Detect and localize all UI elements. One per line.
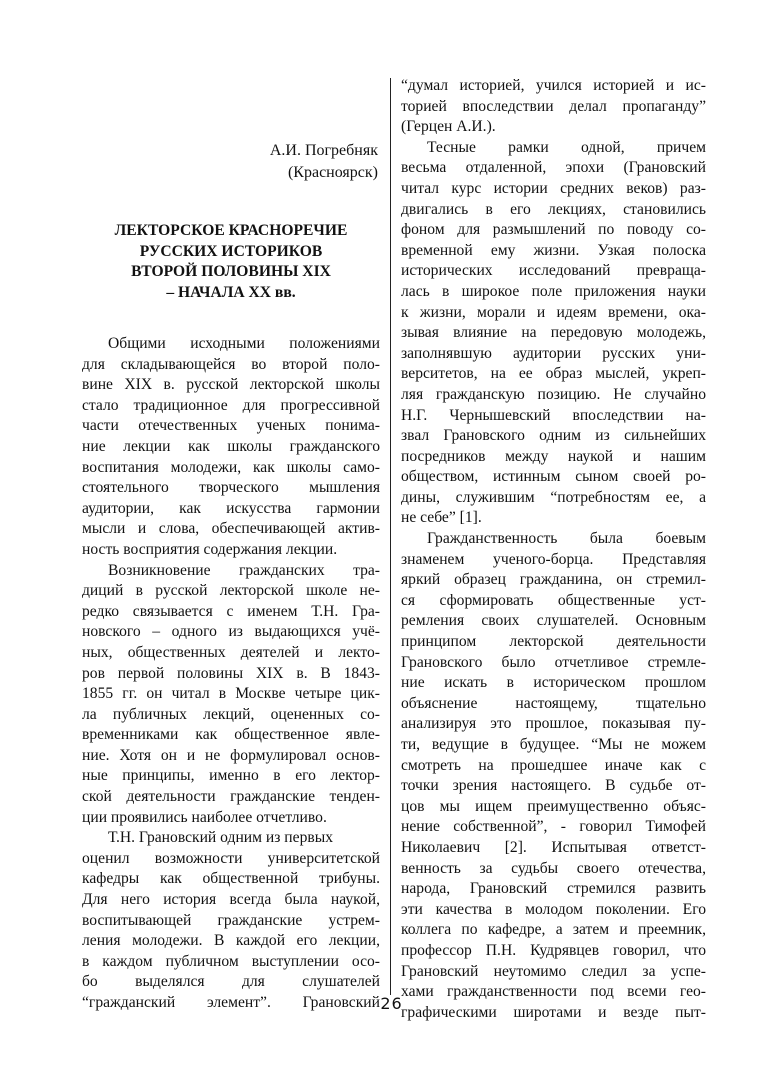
text-line: временниками как общественное явле-: [82, 726, 380, 744]
text-line: эти качества в молодом поколении. Его: [401, 900, 706, 918]
text-line: Н.Г. Чернышевский впоследствии на-: [401, 406, 706, 424]
title-line: РУССКИХ ИСТОРИКОВ: [139, 242, 323, 260]
text-line: 1855 гг. он читал в Москве четыре цик-: [82, 685, 380, 703]
text-line: бо выделялся для слушателей: [82, 973, 380, 991]
text-line: народа, Грановский стремился развить: [401, 880, 706, 898]
text-line: ные принципы, именно в его лектор-: [82, 767, 380, 785]
text-line: лась в широкое поле приложения науки: [401, 282, 706, 300]
text-line: Общими исходными положениями: [108, 335, 380, 352]
text-line: знаменем ученого-борца. Представляя: [401, 550, 706, 568]
text-line: торией впоследствии делал пропаганду”: [401, 97, 706, 115]
text-line: не себе” [1].: [401, 509, 482, 527]
text-line: Возникновение гражданских тра-: [108, 561, 380, 579]
text-line: ции проявились наиболее отчетливо.: [82, 808, 327, 826]
text-line: Гражданственность была боевым: [427, 530, 706, 548]
text-line: ления молодежи. В каждой его лекции,: [82, 932, 380, 950]
text-line: обществом, истинным сыном своей ро-: [401, 468, 706, 486]
text-line: графическими широтами и везде пыт-: [401, 1003, 706, 1021]
text-line: точки зрения настоящего. В судьбе от-: [401, 777, 706, 795]
text-line: нение собственной”, - говорил Тимофей: [401, 818, 706, 836]
text-line: заполнявшую аудитории русских уни-: [401, 344, 706, 362]
text-line: ремления своих слушателей. Основным: [401, 612, 706, 630]
text-line: (Герцен А.И.).: [401, 118, 496, 136]
text-line: фоном для размышлений по поводу со-: [401, 221, 706, 239]
text-line: кафедры как общественной трибуны.: [82, 870, 380, 888]
text-line: воспитания молодежи, как школы само-: [82, 458, 380, 476]
text-line: воспитывающей гражданские устрем-: [82, 911, 380, 929]
text-line: яркий образец гражданина, он стремил-: [401, 571, 706, 589]
text-line: весьма отдаленной, эпохи (Грановский: [401, 159, 706, 177]
text-line: диций в русской лекторской школе не-: [82, 582, 380, 600]
right-column-text: [401, 76, 706, 1023]
text-line: “гражданский элемент”. Грановский: [82, 994, 380, 1011]
text-line: читал курс истории средних веков) раз-: [401, 179, 706, 197]
text-line: ла публичных лекций, оцененных со-: [82, 705, 380, 723]
text-line: ров первой половины XIX в. В 1843-: [82, 664, 380, 682]
text-line: посредников между наукой и нашим: [401, 447, 706, 465]
text-line: исторических исследований превраща-: [401, 262, 706, 280]
text-line: профессор П.Н. Кудрявцев говорил, что: [401, 941, 706, 959]
text-line: коллега по кафедре, а затем и преемник,: [401, 921, 706, 939]
text-line: объяснение настоящему, тщательно: [401, 694, 706, 712]
text-line: ние лекции как школы гражданского: [82, 437, 380, 455]
text-line: части отечественных ученых понима-: [82, 417, 380, 435]
title-line: – НАЧАЛА XX вв.: [166, 283, 296, 301]
text-line: “думал историей, учился историей и ис-: [401, 77, 706, 94]
text-line: в каждом публичном выступлении осо-: [82, 952, 380, 970]
text-line: зывая влияние на передовую молодежь,: [401, 324, 706, 342]
text-line: принципом лекторской деятельности: [401, 633, 706, 651]
text-line: Грановский неутомимо следил за успе-: [401, 962, 706, 980]
text-line: к жизни, морали и идеям времени, ока-: [401, 303, 706, 321]
text-line: мысли и слова, обеспечивающей актив-: [82, 520, 380, 538]
text-line: верситетов, на ее образ мыслей, укреп-: [401, 365, 706, 383]
author-name: А.И. Погребняк: [269, 142, 378, 159]
text-line: дины, служившим “потребностям ее, а: [401, 488, 706, 506]
text-line: ных, общественных деятелей и лекто-: [82, 643, 380, 661]
text-line: Т.Н. Грановский одним из первых: [108, 829, 334, 847]
text-line: Для него история всегда была наукой,: [82, 891, 380, 909]
title-line: ЛЕКТОРСКОЕ КРАСНОРЕЧИЕ: [114, 222, 348, 239]
title-line: ВТОРОЙ ПОЛОВИНЫ XIX: [131, 263, 331, 280]
text-line: ние искать в историческом прошлом: [401, 674, 706, 692]
text-line: Тесные рамки одной, причем: [427, 138, 706, 156]
text-line: стало традиционное для прогрессивной: [82, 396, 380, 414]
text-line: ляя гражданскую позицию. Не случайно: [401, 385, 706, 403]
article-title: [100, 221, 362, 303]
text-line: редко связывается с именем Т.Н. Гра-: [82, 602, 380, 620]
text-line: вине XIX в. русской лекторской школы: [82, 376, 380, 394]
text-line: хами гражданственности под всеми гео-: [401, 983, 706, 1001]
column-divider: [390, 78, 391, 995]
text-line: для складывающейся во второй поло-: [82, 355, 380, 373]
text-line: смотреть на прошедшее иначе как с: [401, 756, 706, 774]
text-line: венность за судьбы своего отечества,: [401, 859, 706, 877]
author-city: (Красноярск): [287, 164, 378, 181]
text-line: новского – одного из выдающихся учё-: [82, 623, 380, 641]
left-column-text: [82, 334, 380, 1014]
text-line: временной ему жизни. Узкая полоска: [401, 241, 706, 259]
text-line: ние. Хотя он и не формулировал основ-: [82, 746, 380, 764]
text-line: аудитории, как искусства гармонии: [82, 499, 380, 517]
text-line: Николаевич [2]. Испытывая ответст-: [401, 838, 706, 856]
text-line: ти, ведущие в будущее. “Мы не можем: [401, 736, 706, 753]
text-line: цов мы ищем преимущественно объяс-: [401, 797, 706, 815]
text-line: ся сформировать общественные уст-: [401, 591, 706, 609]
text-line: стоятельного творческого мышления: [82, 479, 380, 497]
page-number: 26: [380, 994, 403, 1013]
text-line: звал Грановского одним из сильнейших: [401, 427, 706, 445]
text-line: Грановского было отчетливое стремле-: [401, 653, 706, 671]
text-line: оценил возможности университетской: [82, 849, 380, 867]
text-line: анализируя это прошлое, показывая пу-: [401, 715, 706, 733]
text-line: двигались в его лекциях, становились: [401, 200, 706, 218]
text-line: ской деятельности гражданские тенден-: [82, 788, 380, 806]
text-line: ность восприятия содержания лекции.: [82, 540, 338, 558]
author-block: [82, 140, 378, 184]
